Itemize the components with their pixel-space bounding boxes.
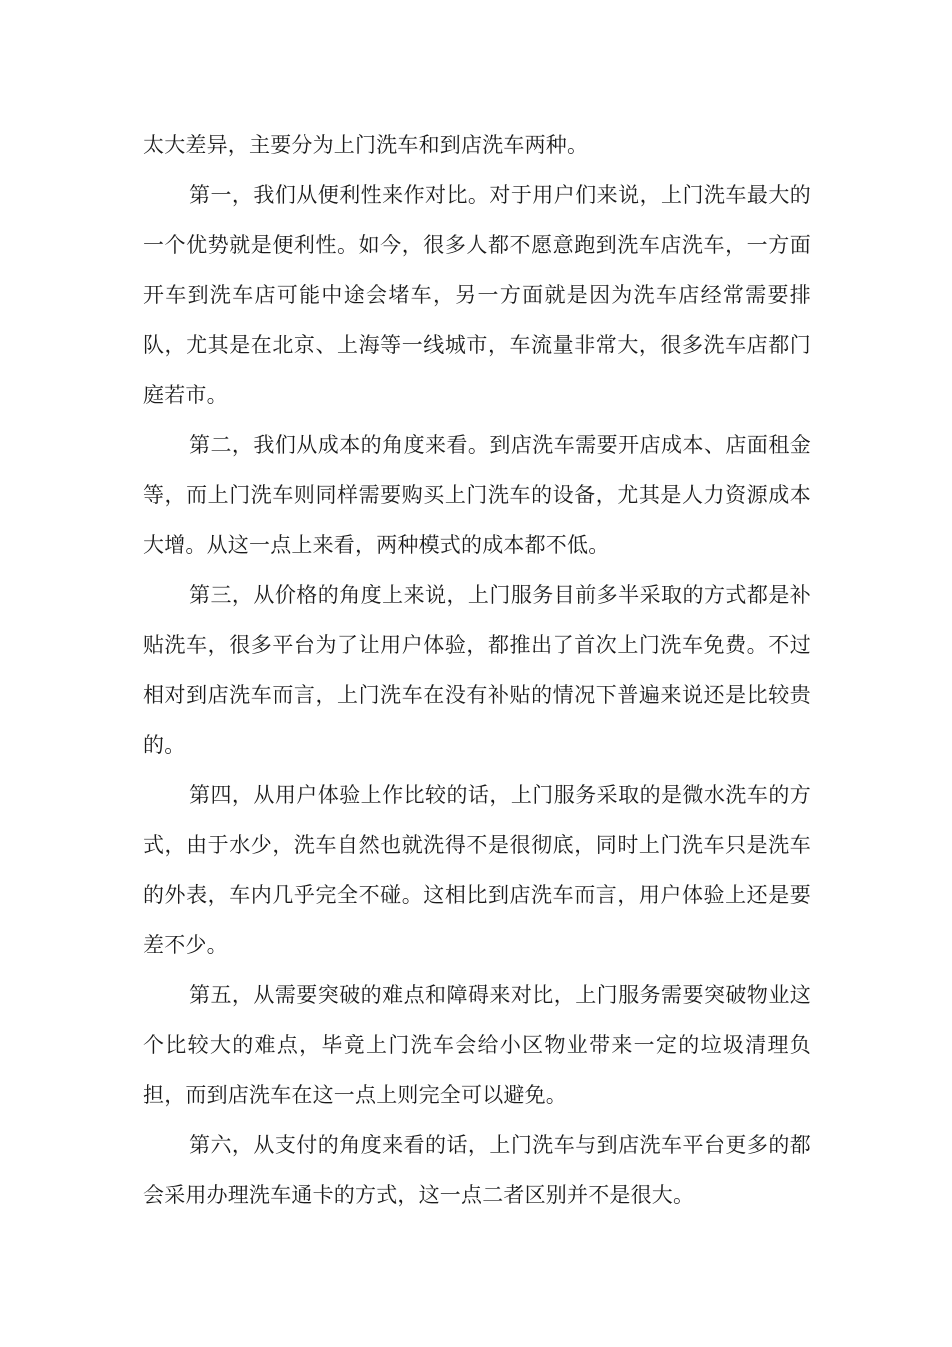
- paragraph-difficulties: 第五，从需要突破的难点和障碍来对比，上门服务需要突破物业这个比较大的难点，毕竟上门洗车会给小区物业带来一定的垃圾清理负担，而到店洗车在这一点上则完全可以避免。: [143, 983, 811, 1107]
- paragraph-continuation: 太大差异，主要分为上门洗车和到店洗车两种。: [143, 133, 589, 157]
- paragraph-price: 第三，从价格的角度上来说，上门服务目前多半采取的方式都是补贴洗车，很多平台为了让用户体验，都推出了首次上门洗车免费。不过相对到店洗车而言，上门洗车在没有补贴的情况下普遍来说还是比较贵的。: [143, 583, 811, 757]
- paragraph-cost: 第二，我们从成本的角度来看。到店洗车需要开店成本、店面租金等，而上门洗车则同样需要购买上门洗车的设备，尤其是人力资源成本大增。从这一点上来看，两种模式的成本都不低。: [143, 433, 811, 557]
- document-body: [143, 120, 811, 1220]
- paragraph-convenience: 第一，我们从便利性来作对比。对于用户们来说，上门洗车最大的一个优势就是便利性。如今，很多人都不愿意跑到洗车店洗车，一方面开车到洗车店可能中途会堵车，另一方面就是因为洗车店经常需要排队，尤其是在北京、上海等一线城市，车流量非常大，很多洗车店都门庭若市。: [143, 183, 811, 407]
- paragraph-payment: 第六，从支付的角度来看的话，上门洗车与到店洗车平台更多的都会采用办理洗车通卡的方式，这一点二者区别并不是很大。: [143, 1133, 811, 1207]
- paragraph-user-experience: 第四，从用户体验上作比较的话，上门服务采取的是微水洗车的方式，由于水少，洗车自然也就洗得不是很彻底，同时上门洗车只是洗车的外表，车内几乎完全不碰。这相比到店洗车而言，用户体验上还是要差不少。: [143, 783, 811, 957]
